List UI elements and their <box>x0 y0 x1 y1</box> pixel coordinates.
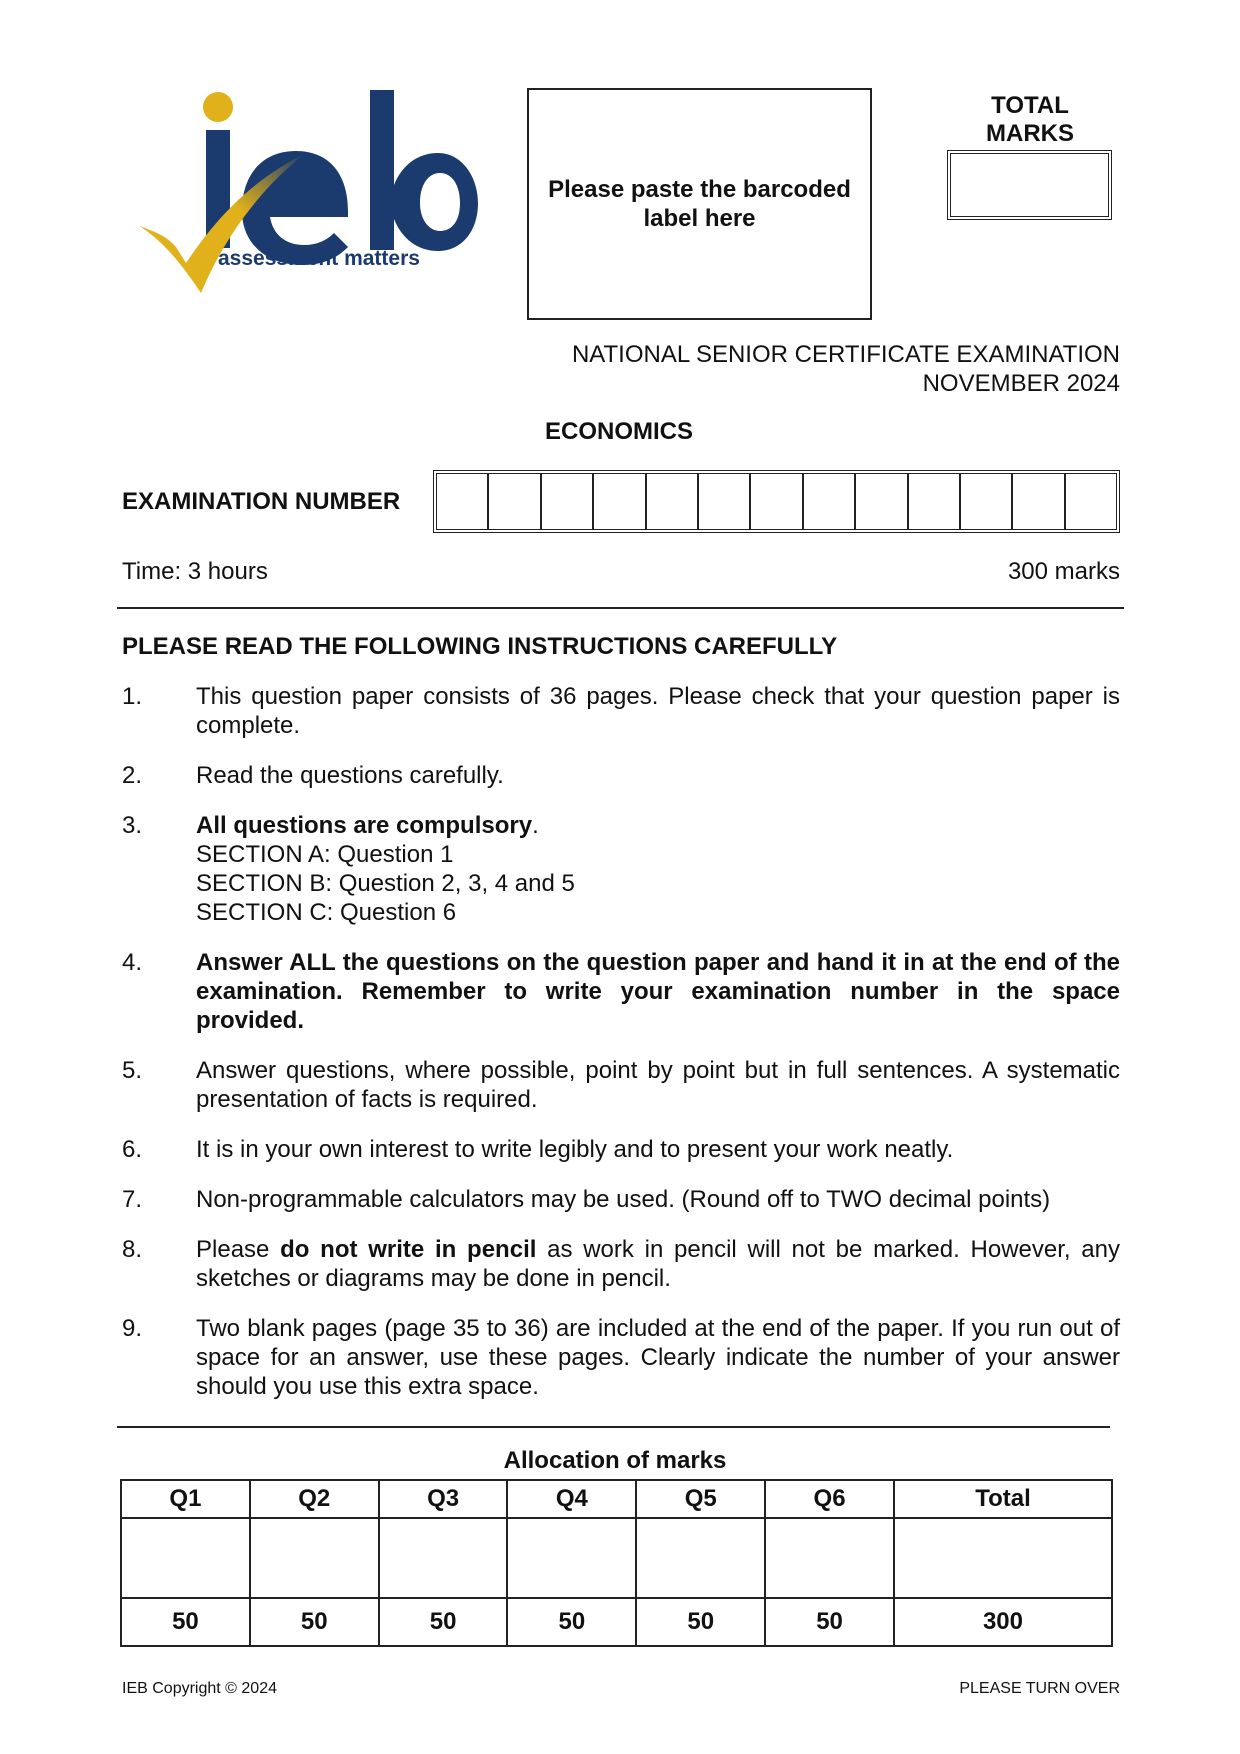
header-total: Total <box>894 1480 1112 1518</box>
max-q4: 50 <box>507 1598 636 1646</box>
exam-marks: 300 marks <box>1007 558 1120 585</box>
exam-number-cell[interactable] <box>856 474 908 529</box>
max-q5: 50 <box>636 1598 765 1646</box>
instruction-number: 3. <box>122 812 143 839</box>
exam-number-cell[interactable] <box>909 474 961 529</box>
exam-number-cell[interactable] <box>699 474 751 529</box>
instruction-text: Answer questions, where possible, point by point but in full sentences. A systematic presentation of facts is required. <box>196 1057 1120 1113</box>
instruction-text: It is in your own interest to write legibly and to present your work neatly. <box>196 1136 954 1163</box>
exam-title <box>572 340 1120 398</box>
instruction-number: 4. <box>122 949 143 976</box>
instruction-text: This question paper consists of 36 pages. Please check that your question paper is complete. <box>196 683 1120 739</box>
instruction-text: Answer ALL the questions on the question paper and hand it in at the end of the examination. Remember to write your examination number in the space provided. <box>196 949 1120 1034</box>
max-total: 300 <box>894 1598 1112 1646</box>
instructions-list <box>122 682 1120 1422</box>
subject-title: ECONOMICS <box>545 418 694 445</box>
instruction-tail: . <box>532 812 539 839</box>
header-q4: Q4 <box>507 1480 636 1518</box>
header-q2: Q2 <box>250 1480 379 1518</box>
exam-number-cell[interactable] <box>594 474 646 529</box>
instruction-item <box>122 1235 1120 1293</box>
score-cell-q2[interactable] <box>250 1518 379 1598</box>
section-c-line: SECTION C: Question 6 <box>196 899 457 926</box>
exam-number-cell[interactable] <box>437 474 489 529</box>
header-q3: Q3 <box>379 1480 508 1518</box>
exam-number-cell[interactable] <box>961 474 1013 529</box>
instructions-heading: PLEASE READ THE FOLLOWING INSTRUCTIONS CAREFULLY <box>122 633 838 660</box>
header-q5: Q5 <box>636 1480 765 1518</box>
exam-number-cell[interactable] <box>647 474 699 529</box>
footer-turn-over: PLEASE TURN OVER <box>959 1680 1120 1697</box>
divider <box>117 607 1124 609</box>
section-a-line: SECTION A: Question 1 <box>196 841 454 868</box>
score-cell-q5[interactable] <box>636 1518 765 1598</box>
ieb-logo <box>130 85 480 315</box>
allocation-table <box>120 1479 1113 1647</box>
instruction-text: Two blank pages (page 35 to 36) are included at the end of the paper. If you run out of space for an answer, use these pages. Clearly indicate the number of your answer should you use this extra space. <box>196 1315 1120 1400</box>
instruction-number: 6. <box>122 1136 143 1163</box>
allocation-max-row <box>121 1598 1112 1646</box>
max-q2: 50 <box>250 1598 379 1646</box>
score-cell-total[interactable] <box>894 1518 1112 1598</box>
score-cell-q1[interactable] <box>121 1518 250 1598</box>
instruction-pre: Please <box>196 1236 281 1263</box>
instruction-post: as work in pencil will not be marked. However, any sketches or diagrams may be done in pencil. <box>196 1236 1121 1292</box>
instruction-text: Non-programmable calculators may be used. (Round off to TWO decimal points) <box>196 1186 1051 1213</box>
exam-time: Time: 3 hours <box>122 558 268 585</box>
barcode-label-box[interactable] <box>527 88 872 320</box>
instruction-number: 5. <box>122 1057 143 1084</box>
exam-number-grid[interactable] <box>433 470 1120 533</box>
max-q6: 50 <box>765 1598 894 1646</box>
instruction-number: 7. <box>122 1186 143 1213</box>
instruction-text: Read the questions carefully. <box>196 762 504 789</box>
exam-number-cell[interactable] <box>751 474 803 529</box>
exam-title-line1: NATIONAL SENIOR CERTIFICATE EXAMINATION <box>571 341 1120 368</box>
logo-tagline: assessment matters <box>218 247 420 270</box>
instruction-item <box>122 1314 1120 1401</box>
instruction-item <box>122 1185 1120 1214</box>
instruction-item <box>122 1056 1120 1114</box>
exam-number-label: EXAMINATION NUMBER <box>122 488 401 515</box>
instruction-item <box>122 811 1120 927</box>
instruction-text <box>196 1235 1120 1293</box>
instruction-bold: All questions are compulsory <box>196 812 533 839</box>
header-q6: Q6 <box>765 1480 894 1518</box>
exam-number-cell[interactable] <box>1066 474 1116 529</box>
allocation-score-row <box>121 1518 1112 1598</box>
instruction-number: 1. <box>122 683 143 710</box>
max-q1: 50 <box>121 1598 250 1646</box>
score-cell-q3[interactable] <box>379 1518 508 1598</box>
max-q3: 50 <box>379 1598 508 1646</box>
allocation-title: Allocation of marks <box>503 1447 727 1474</box>
allocation-header-row <box>121 1480 1112 1518</box>
instruction-text <box>196 811 1120 927</box>
instruction-item <box>122 948 1120 1035</box>
score-cell-q6[interactable] <box>765 1518 894 1598</box>
instruction-number: 2. <box>122 762 143 789</box>
exam-title-line2: NOVEMBER 2024 <box>922 370 1120 397</box>
barcode-label-text: Please paste the barcoded label here <box>548 176 851 232</box>
header-q1: Q1 <box>121 1480 250 1518</box>
section-b-line: SECTION B: Question 2, 3, 4 and 5 <box>196 870 575 897</box>
exam-number-cell[interactable] <box>1013 474 1065 529</box>
total-marks-label: TOTAL MARKS <box>986 92 1074 147</box>
instruction-number: 8. <box>122 1236 143 1263</box>
footer-copyright: IEB Copyright © 2024 <box>122 1680 277 1697</box>
exam-number-cell[interactable] <box>489 474 541 529</box>
instruction-item <box>122 682 1120 740</box>
divider <box>117 1426 1110 1428</box>
exam-number-cell[interactable] <box>804 474 856 529</box>
score-cell-q4[interactable] <box>507 1518 636 1598</box>
instruction-bold: do not write in pencil <box>280 1236 537 1263</box>
instruction-item <box>122 761 1120 790</box>
instruction-number: 9. <box>122 1315 143 1342</box>
total-marks-box[interactable] <box>947 150 1112 220</box>
instruction-item <box>122 1135 1120 1164</box>
exam-number-cell[interactable] <box>542 474 594 529</box>
